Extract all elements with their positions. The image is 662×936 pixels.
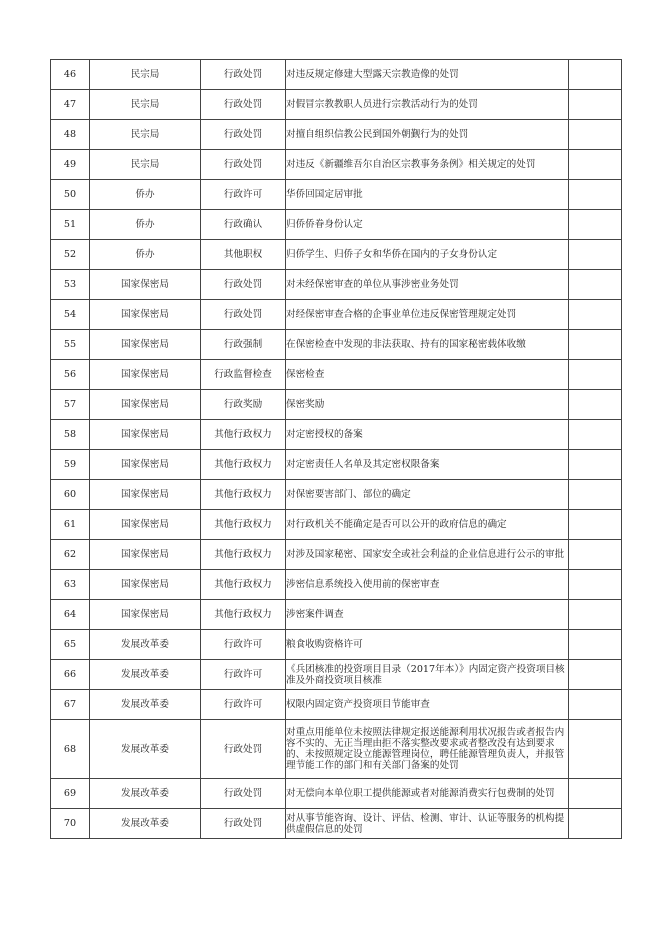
department-cell: 发展改革委 xyxy=(90,660,201,690)
row-number: 49 xyxy=(51,150,90,180)
remarks-cell xyxy=(569,540,622,570)
row-number: 62 xyxy=(51,540,90,570)
remarks-cell xyxy=(569,210,622,240)
power-type-cell: 行政处罚 xyxy=(201,270,286,300)
item-name-cell: 对定密授权的备案 xyxy=(286,420,569,450)
row-number: 63 xyxy=(51,570,90,600)
row-number: 67 xyxy=(51,690,90,720)
row-number: 58 xyxy=(51,420,90,450)
item-name-cell: 对保密要害部门、部位的确定 xyxy=(286,480,569,510)
row-number: 50 xyxy=(51,180,90,210)
table-row xyxy=(51,570,622,600)
item-name-cell: 《兵团核准的投资项目目录（2017年本）》内固定资产投资项目核准及外商投资项目核准 xyxy=(286,660,569,690)
department-cell: 国家保密局 xyxy=(90,480,201,510)
item-name-cell: 归侨学生、归侨子女和华侨在国内的子女身份认定 xyxy=(286,240,569,270)
department-cell: 民宗局 xyxy=(90,150,201,180)
power-type-cell: 行政许可 xyxy=(201,690,286,720)
row-number: 61 xyxy=(51,510,90,540)
remarks-cell xyxy=(569,510,622,540)
row-number: 54 xyxy=(51,300,90,330)
row-number: 51 xyxy=(51,210,90,240)
item-name-cell: 对假冒宗教教职人员进行宗教活动行为的处罚 xyxy=(286,90,569,120)
remarks-cell xyxy=(569,600,622,630)
table-row xyxy=(51,480,622,510)
power-type-cell: 行政处罚 xyxy=(201,779,286,809)
row-number: 46 xyxy=(51,60,90,90)
remarks-cell xyxy=(569,330,622,360)
department-cell: 侨办 xyxy=(90,240,201,270)
item-name-cell: 对擅自组织信教公民到国外朝觐行为的处罚 xyxy=(286,120,569,150)
row-number: 56 xyxy=(51,360,90,390)
row-number: 65 xyxy=(51,630,90,660)
power-type-cell: 其他行政权力 xyxy=(201,600,286,630)
table-row xyxy=(51,630,622,660)
department-cell: 国家保密局 xyxy=(90,600,201,630)
power-type-cell: 行政处罚 xyxy=(201,120,286,150)
department-cell: 发展改革委 xyxy=(90,809,201,839)
remarks-cell xyxy=(569,420,622,450)
power-type-cell: 其他行政权力 xyxy=(201,450,286,480)
item-name-cell: 对重点用能单位未按照法律规定报送能源利用状况报告或者报告内容不实的、无正当理由拒不落实整改要求或者整改没有达到要求的、未按照规定设立能源管理岗位，聘任能源管理负责人，并报管理节能工作的部门和有关部门备案的处罚 xyxy=(286,720,569,779)
table-row xyxy=(51,510,622,540)
department-cell: 国家保密局 xyxy=(90,270,201,300)
item-name-cell: 对违反《新疆维吾尔自治区宗教事务条例》相关规定的处罚 xyxy=(286,150,569,180)
table-row xyxy=(51,390,622,420)
remarks-cell xyxy=(569,180,622,210)
row-number: 47 xyxy=(51,90,90,120)
table-row xyxy=(51,120,622,150)
department-cell: 发展改革委 xyxy=(90,779,201,809)
data-table xyxy=(50,59,622,839)
department-cell: 国家保密局 xyxy=(90,510,201,540)
department-cell: 国家保密局 xyxy=(90,360,201,390)
item-name-cell: 对未经保密审查的单位从事涉密业务处罚 xyxy=(286,270,569,300)
table-row xyxy=(51,180,622,210)
remarks-cell xyxy=(569,690,622,720)
item-name-cell: 权限内固定资产投资项目节能审查 xyxy=(286,690,569,720)
remarks-cell xyxy=(569,630,622,660)
row-number: 52 xyxy=(51,240,90,270)
item-name-cell: 粮食收购资格许可 xyxy=(286,630,569,660)
row-number: 64 xyxy=(51,600,90,630)
department-cell: 国家保密局 xyxy=(90,570,201,600)
row-number: 70 xyxy=(51,809,90,839)
power-type-cell: 行政许可 xyxy=(201,180,286,210)
row-number: 69 xyxy=(51,779,90,809)
department-cell: 发展改革委 xyxy=(90,630,201,660)
department-cell: 民宗局 xyxy=(90,60,201,90)
row-number: 55 xyxy=(51,330,90,360)
power-type-cell: 行政处罚 xyxy=(201,60,286,90)
item-name-cell: 对行政机关不能确定是否可以公开的政府信息的确定 xyxy=(286,510,569,540)
department-cell: 侨办 xyxy=(90,180,201,210)
item-name-cell: 华侨回国定居审批 xyxy=(286,180,569,210)
table-row xyxy=(51,450,622,480)
department-cell: 国家保密局 xyxy=(90,390,201,420)
row-number: 66 xyxy=(51,660,90,690)
remarks-cell xyxy=(569,300,622,330)
table-body xyxy=(51,60,622,839)
power-type-cell: 其他职权 xyxy=(201,240,286,270)
table-row xyxy=(51,150,622,180)
department-cell: 国家保密局 xyxy=(90,300,201,330)
item-name-cell: 在保密检查中发现的非法获取、持有的国家秘密载体收缴 xyxy=(286,330,569,360)
power-type-cell: 行政强制 xyxy=(201,330,286,360)
item-name-cell: 涉密信息系统投入使用前的保密审查 xyxy=(286,570,569,600)
department-cell: 民宗局 xyxy=(90,120,201,150)
item-name-cell: 涉密案件调查 xyxy=(286,600,569,630)
item-name-cell: 对从事节能咨询、设计、评估、检测、审计、认证等服务的机构提供虚假信息的处罚 xyxy=(286,809,569,839)
table-row xyxy=(51,90,622,120)
power-type-cell: 其他行政权力 xyxy=(201,480,286,510)
item-name-cell: 保密奖励 xyxy=(286,390,569,420)
power-type-cell: 行政确认 xyxy=(201,210,286,240)
item-name-cell: 对违反规定修建大型露天宗教造像的处罚 xyxy=(286,60,569,90)
remarks-cell xyxy=(569,60,622,90)
remarks-cell xyxy=(569,390,622,420)
remarks-cell xyxy=(569,450,622,480)
table-row xyxy=(51,809,622,839)
item-name-cell: 对涉及国家秘密、国家安全或社会利益的企业信息进行公示的审批 xyxy=(286,540,569,570)
remarks-cell xyxy=(569,570,622,600)
table-row xyxy=(51,690,622,720)
remarks-cell xyxy=(569,720,622,779)
item-name-cell: 对经保密审查合格的企事业单位违反保密管理规定处罚 xyxy=(286,300,569,330)
department-cell: 发展改革委 xyxy=(90,720,201,779)
department-cell: 民宗局 xyxy=(90,90,201,120)
remarks-cell xyxy=(569,480,622,510)
department-cell: 发展改革委 xyxy=(90,690,201,720)
power-type-cell: 行政处罚 xyxy=(201,300,286,330)
remarks-cell xyxy=(569,120,622,150)
table-row xyxy=(51,330,622,360)
power-type-cell: 行政监督检查 xyxy=(201,360,286,390)
remarks-cell xyxy=(569,90,622,120)
table-row xyxy=(51,660,622,690)
department-cell: 国家保密局 xyxy=(90,420,201,450)
item-name-cell: 对无偿向本单位职工提供能源或者对能源消费实行包费制的处罚 xyxy=(286,779,569,809)
table-row xyxy=(51,720,622,779)
remarks-cell xyxy=(569,809,622,839)
remarks-cell xyxy=(569,240,622,270)
table-row xyxy=(51,600,622,630)
table-row xyxy=(51,240,622,270)
power-type-cell: 行政处罚 xyxy=(201,150,286,180)
row-number: 59 xyxy=(51,450,90,480)
item-name-cell: 保密检查 xyxy=(286,360,569,390)
table-row xyxy=(51,360,622,390)
power-type-cell: 其他行政权力 xyxy=(201,510,286,540)
power-type-cell: 行政处罚 xyxy=(201,809,286,839)
department-cell: 国家保密局 xyxy=(90,540,201,570)
department-cell: 侨办 xyxy=(90,210,201,240)
remarks-cell xyxy=(569,270,622,300)
department-cell: 国家保密局 xyxy=(90,450,201,480)
department-cell: 国家保密局 xyxy=(90,330,201,360)
power-type-cell: 行政处罚 xyxy=(201,90,286,120)
table-row xyxy=(51,420,622,450)
remarks-cell xyxy=(569,779,622,809)
remarks-cell xyxy=(569,360,622,390)
power-type-cell: 行政许可 xyxy=(201,630,286,660)
table-row xyxy=(51,300,622,330)
power-type-cell: 行政许可 xyxy=(201,660,286,690)
remarks-cell xyxy=(569,660,622,690)
table-row xyxy=(51,60,622,90)
row-number: 57 xyxy=(51,390,90,420)
table-row xyxy=(51,540,622,570)
table-row xyxy=(51,270,622,300)
row-number: 68 xyxy=(51,720,90,779)
row-number: 53 xyxy=(51,270,90,300)
table-row xyxy=(51,779,622,809)
item-name-cell: 对定密责任人名单及其定密权限备案 xyxy=(286,450,569,480)
power-type-cell: 其他行政权力 xyxy=(201,570,286,600)
power-type-cell: 其他行政权力 xyxy=(201,420,286,450)
row-number: 48 xyxy=(51,120,90,150)
power-type-cell: 行政处罚 xyxy=(201,720,286,779)
row-number: 60 xyxy=(51,480,90,510)
table-row xyxy=(51,210,622,240)
power-type-cell: 其他行政权力 xyxy=(201,540,286,570)
remarks-cell xyxy=(569,150,622,180)
power-type-cell: 行政奖励 xyxy=(201,390,286,420)
item-name-cell: 归侨侨眷身份认定 xyxy=(286,210,569,240)
